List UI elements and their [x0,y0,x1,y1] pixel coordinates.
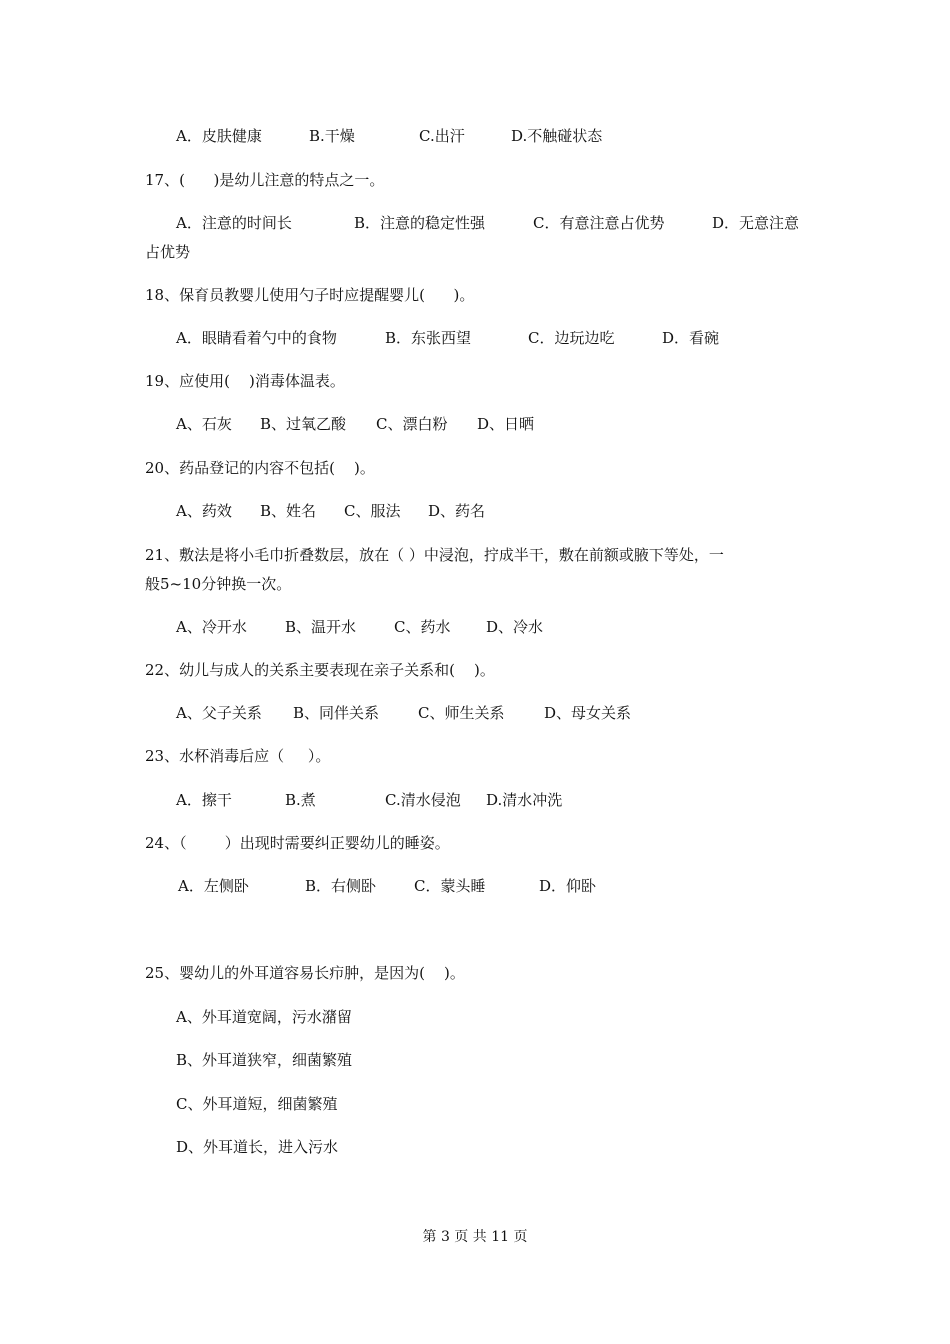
q23-option-a: A．擦干 [176,791,232,809]
q21-stem: 21、敷法是将小毛巾折叠数层，放在（ ）中浸泡，拧成半干，敷在前额或腋下等处，一 [145,546,724,564]
q17-stem: 17、( )是幼儿注意的特点之一。 [145,171,385,189]
q23-option-b: B.煮 [285,791,316,809]
q19-option-d: D、日晒 [477,415,535,433]
q17-option-c: C．有意注意占优势 [533,214,665,232]
q22-option-c: C、师生关系 [418,704,505,722]
q25-option-d: D、外耳道长，进入污水 [176,1138,339,1156]
q21-stem-continued: 般5~10分钟换一次。 [145,575,292,593]
q21-option-b: B、温开水 [285,618,357,636]
q20-option-c: C、服法 [344,502,401,520]
q17-option-d-continued: 占优势 [145,243,191,261]
q19-option-b: B、过氧乙酸 [260,415,347,433]
q25-option-c: C、外耳道短，细菌繁殖 [176,1095,338,1113]
q24-option-a: A．左侧卧 [178,877,249,895]
q18-stem: 18、保育员教婴儿使用勺子时应提醒婴儿( )。 [145,286,475,304]
q22-stem: 22、幼儿与成人的关系主要表现在亲子关系和( )。 [145,661,495,679]
q23-option-c: C.清水侵泡 [385,791,461,809]
q16-option-c: C.出汗 [419,127,465,145]
q16-option-d: D.不触碰状态 [511,127,603,145]
q19-stem: 19、应使用( )消毒体温表。 [145,372,345,390]
q23-stem: 23、水杯消毒后应（ ）。 [145,747,331,765]
q16-option-a: A．皮肤健康 [176,127,262,145]
q18-option-a: A．眼睛看着勺中的食物 [176,329,337,347]
q20-stem: 20、药品登记的内容不包括( )。 [145,459,375,477]
q24-option-d: D．仰卧 [539,877,597,895]
q21-option-a: A、冷开水 [176,618,247,636]
q23-option-d: D.清水冲洗 [486,791,563,809]
q22-option-b: B、同伴关系 [293,704,380,722]
q20-option-a: A、药效 [176,502,232,520]
q25-option-b: B、外耳道狭窄，细菌繁殖 [176,1051,353,1069]
q19-option-c: C、漂白粉 [376,415,448,433]
q24-stem: 24、（ ）出现时需要纠正婴幼儿的睡姿。 [145,834,450,852]
q20-option-d: D、药名 [428,502,486,520]
q18-option-b: B．东张西望 [385,329,472,347]
q19-option-a: A、石灰 [176,415,232,433]
q18-option-c: C．边玩边吃 [528,329,615,347]
q24-option-b: B．右侧卧 [305,877,377,895]
q17-option-a: A．注意的时间长 [176,214,292,232]
q20-option-b: B、姓名 [260,502,317,520]
q16-option-b: B.干燥 [309,127,355,145]
q25-option-a: A、外耳道宽阔，污水潴留 [176,1008,352,1026]
q22-option-d: D、母女关系 [544,704,632,722]
q25-stem: 25、婴幼儿的外耳道容易长疖肿，是因为( )。 [145,964,465,982]
q17-option-b: B．注意的稳定性强 [354,214,486,232]
q17-option-d: D．无意注意 [712,214,800,232]
q18-option-d: D．看碗 [662,329,720,347]
q21-option-d: D、冷水 [486,618,544,636]
q24-option-c: C．蒙头睡 [414,877,486,895]
q21-option-c: C、药水 [394,618,451,636]
q22-option-a: A、父子关系 [176,704,262,722]
page-number-footer: 第 3 页 共 11 页 [422,1229,528,1245]
